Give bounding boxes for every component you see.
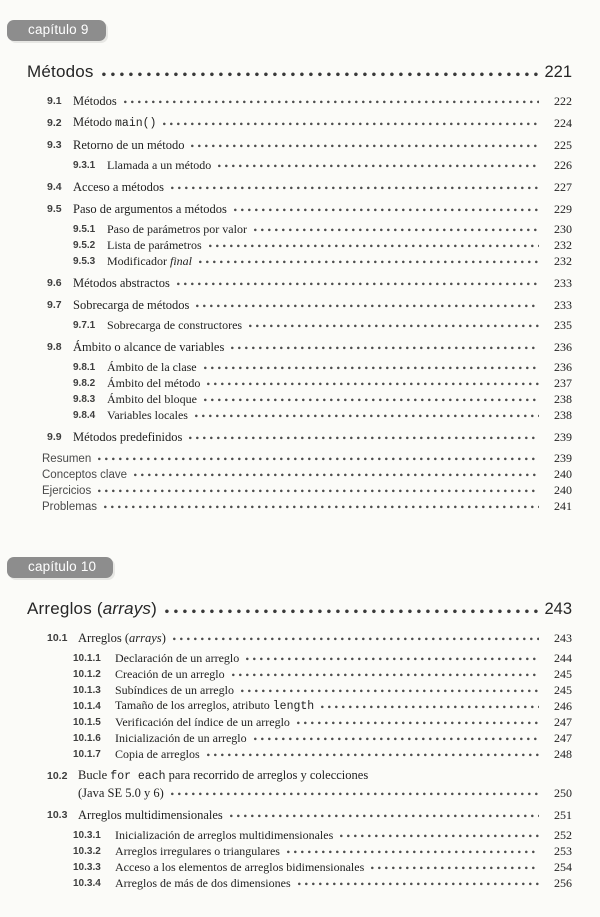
entry-title (73, 139, 184, 152)
dot-leader (230, 814, 539, 818)
section-number: 9.6 (47, 276, 62, 289)
toc-entry (27, 113, 572, 130)
section-number: 9.5.2 (73, 239, 96, 251)
entry-text-part: for each (110, 769, 166, 783)
toc-entry (27, 649, 572, 665)
toc-entry (27, 406, 572, 422)
page-number: 252 (554, 828, 572, 843)
section-number: 9.4 (47, 180, 62, 193)
toc-extra-entry (27, 497, 572, 513)
dot-leader (231, 346, 539, 350)
toc-entry (27, 295, 572, 312)
section-number: 10.1.6 (73, 732, 101, 744)
entry-title (73, 431, 182, 444)
chapter-entries (27, 91, 572, 444)
dot-leader (134, 473, 539, 477)
page-number: 248 (554, 747, 572, 762)
entry-text-part: Arreglos multidimensionales (78, 807, 223, 822)
toc-entry (27, 874, 572, 890)
entry-title (115, 732, 247, 745)
entry-text-part: Acceso a métodos (73, 179, 164, 194)
toc-extra-entry (27, 481, 572, 497)
page-number: 235 (554, 318, 572, 333)
page-number: 225 (554, 138, 572, 153)
dot-leader (371, 866, 539, 870)
entry-text-part: para recorrido de arreglos y colecciones (165, 767, 369, 782)
chapter-page-number: 221 (544, 62, 572, 81)
toc-entry (27, 273, 572, 290)
page-number: 224 (554, 116, 572, 131)
page-number: 233 (554, 276, 572, 291)
chapter-title-row (27, 57, 572, 81)
entry-title-line2: (Java SE 5.0 y 6) (78, 785, 164, 800)
entry-text-part: Métodos (27, 62, 94, 82)
page-number: 240 (554, 467, 572, 482)
entry-text-part: Variables locales (107, 408, 188, 423)
page-number: 247 (554, 715, 572, 730)
dot-leader (297, 721, 539, 725)
entry-title (115, 652, 239, 665)
dot-leader (163, 122, 539, 126)
entry-text-part: Inicialización de arreglos multidimensionales (115, 828, 334, 843)
dot-leader (189, 436, 539, 440)
dot-leader (195, 414, 539, 418)
page-number: 239 (554, 430, 572, 445)
entry-title (107, 159, 211, 172)
dot-leader (171, 792, 539, 796)
entry-title (115, 684, 234, 697)
entry-text-part: Métodos (73, 93, 117, 108)
entry-title (115, 668, 225, 681)
toc-entry (27, 713, 572, 729)
page-number: 232 (554, 238, 572, 253)
extra-title: Problemas (42, 500, 97, 513)
entry-title (107, 361, 197, 374)
entry-text-part: Ámbito de la clase (107, 360, 197, 375)
section-number: 10.1.7 (73, 748, 101, 760)
page-number: 233 (554, 298, 572, 313)
entry-title (107, 319, 242, 332)
chapter-page-number: 243 (544, 599, 572, 618)
section-number: 9.5.3 (73, 255, 96, 267)
page-number: 236 (554, 360, 572, 375)
page-number: 232 (554, 254, 572, 269)
entry-title (115, 716, 290, 729)
toc-entry (27, 156, 572, 172)
entry-text-part: Ámbito del método (107, 376, 201, 391)
entry-title (107, 223, 247, 236)
section-number: 9.8.2 (73, 377, 96, 389)
section-number: 9.8.4 (73, 409, 96, 421)
section-number: 9.8.3 (73, 393, 96, 405)
page-number: 247 (554, 731, 572, 746)
entry-title (107, 393, 197, 406)
entry-text-part: Bucle (78, 767, 111, 782)
chapter-section (27, 20, 572, 513)
dot-leader (177, 282, 539, 286)
dot-leader (204, 398, 539, 402)
entry-title (78, 769, 368, 783)
toc-entry (27, 826, 572, 842)
toc-entry (27, 135, 572, 152)
entry-text-part: Retorno de un método (73, 137, 185, 152)
page-number: 243 (554, 631, 572, 646)
section-number: 10.1.3 (73, 684, 101, 696)
entry-text-part: arrays (102, 599, 152, 619)
chapter-badge: capítulo 9 (7, 20, 106, 41)
entry-title (115, 845, 280, 858)
entry-title (73, 203, 227, 216)
page-number: 240 (554, 483, 572, 498)
page-number: 254 (554, 860, 572, 875)
dot-leader (102, 72, 539, 77)
dot-leader (241, 689, 539, 693)
entry-text-part: Paso de parámetros por valor (107, 222, 247, 237)
chapter-section (27, 557, 572, 890)
entry-text-part: Inicialización de un arreglo (115, 731, 247, 746)
entry-text-part: Modificador (107, 254, 170, 269)
toc-entry (27, 252, 572, 268)
entry-text-part: ) (151, 599, 157, 619)
toc-entry (27, 766, 572, 783)
dot-leader (98, 489, 539, 493)
toc-entry (27, 681, 572, 697)
dot-leader (204, 366, 539, 370)
entry-text-part: Acceso a los elementos de arreglos bidimensionales (115, 860, 365, 875)
extra-title: Conceptos clave (42, 468, 128, 481)
toc-entry (27, 374, 572, 390)
chapter-badge: capítulo 10 (7, 557, 113, 578)
page-number: 250 (554, 786, 572, 801)
toc-entry (27, 199, 572, 216)
dot-leader (199, 260, 539, 264)
entry-text-part: Creación de un arreglo (115, 667, 225, 682)
dot-leader (207, 753, 539, 757)
entry-title (78, 809, 223, 822)
entry-text-part: Arreglos de más de dos dimensiones (115, 876, 291, 891)
entry-title (73, 277, 170, 290)
toc-entry (27, 177, 572, 194)
section-number: 9.9 (47, 430, 62, 443)
toc-entry (27, 337, 572, 354)
toc-entry (27, 358, 572, 374)
section-number: 9.2 (47, 116, 62, 129)
entry-text-part: Arreglos irregulares o triangulares (115, 844, 280, 859)
section-number: 10.3.2 (73, 845, 101, 857)
page-number: 253 (554, 844, 572, 859)
entry-text-part: Llamada a un método (107, 158, 212, 173)
toc-entry (27, 628, 572, 645)
page-number: 238 (554, 408, 572, 423)
dot-leader (171, 186, 539, 190)
section-number: 10.1.1 (73, 652, 101, 664)
page-number: 245 (554, 667, 572, 682)
chapter-entries (27, 628, 572, 890)
entry-text-part: Ámbito del bloque (107, 392, 197, 407)
section-number: 10.1 (47, 631, 68, 644)
section-number: 10.2 (47, 769, 68, 782)
page-number: 226 (554, 158, 572, 173)
entry-text-part: main() (115, 116, 157, 130)
page-number: 251 (554, 808, 572, 823)
page-number: 229 (554, 202, 572, 217)
entry-text-part: Arreglos ( (27, 599, 103, 619)
section-number: 9.7.1 (73, 319, 96, 331)
entry-text-part: length (272, 699, 315, 713)
entry-title (107, 409, 188, 422)
dot-leader (340, 834, 539, 838)
dot-leader (191, 144, 539, 148)
entry-title (115, 748, 200, 761)
chapter-title (27, 600, 157, 618)
entry-text-part: Subíndices de un arreglo (115, 683, 234, 698)
toc-entry (27, 390, 572, 406)
indent-spacer (47, 799, 78, 800)
dot-leader (209, 244, 539, 248)
page-number: 236 (554, 340, 572, 355)
page-number: 239 (554, 451, 572, 466)
entry-text-part: ) (161, 630, 166, 645)
entry-title (73, 181, 164, 194)
section-number: 9.8 (47, 340, 62, 353)
toc-extra-entry (27, 449, 572, 465)
entry-text-part: Métodos abstractos (73, 275, 170, 290)
dot-leader (104, 505, 539, 509)
section-number: 10.3 (47, 808, 68, 821)
chapter-title (27, 63, 94, 81)
entry-text-part: Copia de arreglos (115, 747, 200, 762)
dot-leader (98, 457, 539, 461)
toc-entry (27, 91, 572, 108)
toc-entry (27, 745, 572, 761)
entry-text-part: Arreglos ( (78, 630, 130, 645)
section-number: 10.1.5 (73, 716, 101, 728)
entry-title (115, 861, 364, 874)
section-number: 10.1.4 (73, 700, 101, 712)
entry-title (107, 255, 192, 268)
toc-entry (27, 858, 572, 874)
entry-title (107, 377, 200, 390)
entry-text-part: Sobrecarga de métodos (73, 297, 190, 312)
chapter-extras (27, 449, 572, 513)
toc-entry (27, 220, 572, 236)
section-number: 10.1.2 (73, 668, 101, 680)
dot-leader (234, 208, 539, 212)
page-number: 246 (554, 699, 572, 714)
section-number: 9.3.1 (73, 159, 96, 171)
page-number: 245 (554, 683, 572, 698)
entry-text-part: arrays (129, 630, 162, 645)
dot-leader (254, 737, 539, 741)
page-number: 238 (554, 392, 572, 407)
dot-leader (124, 100, 539, 104)
entry-title (115, 829, 333, 842)
page-number: 241 (554, 499, 572, 514)
section-number: 9.8.1 (73, 361, 96, 373)
entry-text-part: Ámbito o alcance de variables (73, 339, 225, 354)
entry-text-part: Verificación del índice de un arreglo (115, 715, 290, 730)
dot-leader (218, 164, 539, 168)
section-number: 9.5 (47, 202, 62, 215)
section-number: 9.5.1 (73, 223, 96, 235)
entry-text-part: Lista de parámetros (107, 238, 202, 253)
entry-text-part: Declaración de un arreglo (115, 651, 240, 666)
dot-leader (249, 324, 539, 328)
entry-title (73, 341, 224, 354)
entry-title (73, 116, 156, 130)
dot-leader (173, 637, 539, 641)
toc-entry (27, 805, 572, 822)
entry-title (115, 699, 314, 713)
page-number: 256 (554, 876, 572, 891)
page-number: 227 (554, 180, 572, 195)
dot-leader (254, 228, 539, 232)
toc-entry (27, 665, 572, 681)
chapter-title-row (27, 594, 572, 618)
section-number: 9.1 (47, 94, 62, 107)
section-number: 10.3.1 (73, 829, 101, 841)
section-number: 9.7 (47, 298, 62, 311)
dot-leader (321, 705, 539, 709)
entry-text-part: Método (73, 114, 116, 129)
toc-entry (27, 316, 572, 332)
entry-text-part: Sobrecarga de constructores (107, 318, 243, 333)
entry-text-part: final (169, 254, 192, 269)
page-number: 222 (554, 94, 572, 109)
toc-entry (27, 697, 572, 713)
entry-title (78, 632, 166, 645)
entry-title (73, 95, 117, 108)
dot-leader (196, 304, 539, 308)
dot-leader (232, 673, 539, 677)
toc-entry (27, 236, 572, 252)
entry-title (73, 299, 189, 312)
dot-leader (165, 609, 539, 614)
extra-title: Ejercicios (42, 484, 92, 497)
toc-entry (27, 842, 572, 858)
dot-leader (298, 882, 539, 886)
entry-text-part: Paso de argumentos a métodos (73, 201, 227, 216)
toc-extra-entry (27, 465, 572, 481)
page-number: 244 (554, 651, 572, 666)
entry-text-part: Tamaño de los arreglos, atributo (115, 697, 273, 712)
page-number: 230 (554, 222, 572, 237)
section-number: 10.3.3 (73, 861, 101, 873)
entry-title (115, 877, 291, 890)
dot-leader (246, 657, 539, 661)
page-number: 237 (554, 376, 572, 391)
dot-leader (207, 382, 539, 386)
chapters-container (27, 20, 572, 890)
section-number: 9.3 (47, 138, 62, 151)
extra-title: Resumen (42, 452, 92, 465)
toc-entry (27, 729, 572, 745)
entry-text-part: Métodos predefinidos (73, 429, 183, 444)
section-number: 10.3.4 (73, 877, 101, 889)
toc-entry (27, 427, 572, 444)
dot-leader (287, 850, 539, 854)
entry-title (107, 239, 202, 252)
toc-entry-continuation (27, 783, 572, 800)
